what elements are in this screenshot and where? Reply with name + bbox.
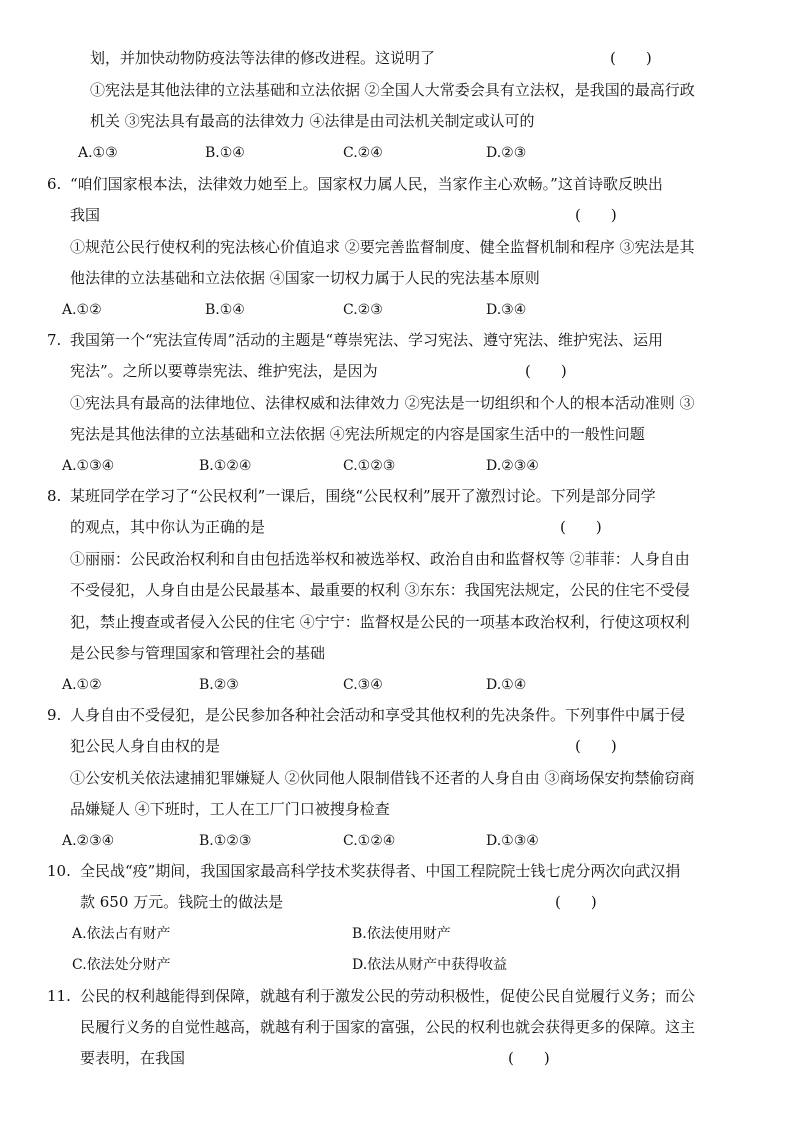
q5-option-a: A.①③ xyxy=(78,145,118,161)
q9-option-b: B.①②③ xyxy=(199,833,252,849)
q11-stem-line-3: 要表明，在我国 xyxy=(80,1049,186,1067)
q10-option-a: A.依法占有财产 xyxy=(72,926,171,942)
q9-stem-line-1: 人身自由不受侵犯，是公民参加各种社会活动和享受其他权利的先决条件。下列事件中属于侵 xyxy=(70,706,686,724)
q10-stem-line-1: 全民战“疫”期间，我国国家最高科学技术奖获得者、中国工程院院士钱七虎分两次向武汉捐 xyxy=(80,862,681,880)
q8-option-a: A.①② xyxy=(62,677,102,693)
q5-answer-bracket: ( ) xyxy=(610,49,652,67)
q10-option-b: B.依法使用财产 xyxy=(352,926,451,942)
q8-number: 8. xyxy=(47,487,62,505)
q10-number: 10. xyxy=(47,862,71,880)
q8-stem-line-4: 不受侵犯，人身自由是公民最基本、最重要的权利 ③东东：我国宪法规定，公民的住宅不受侵 xyxy=(70,581,690,599)
q8-stem-line-3: ①丽丽：公民政治权利和自由包括选举权和被选举权、政治自由和监督权等 ②菲菲：人身自由 xyxy=(70,550,690,568)
q7-option-c: C.①②③ xyxy=(343,458,396,474)
q7-number: 7. xyxy=(47,331,62,349)
q7-stem-line-2: 宪法”。之所以要尊崇宪法、维护宪法，是因为 xyxy=(70,362,378,380)
q8-option-b: B.②③ xyxy=(199,677,239,693)
q9-option-d: D.①③④ xyxy=(486,833,539,849)
q7-answer-bracket: ( ) xyxy=(525,362,567,380)
q9-answer-bracket: ( ) xyxy=(575,737,617,755)
q9-option-a: A.②③④ xyxy=(62,833,115,849)
q8-stem-line-5: 犯，禁止搜查或者侵入公民的住宅 ④宁宁：监督权是公民的一项基本政治权利，行使这项权利 xyxy=(70,613,690,631)
q9-stem-line-3: ①公安机关依法逮捕犯罪嫌疑人 ②伙同他人限制借钱不还者的人身自由 ③商场保安拘禁偷窃商 xyxy=(70,769,695,787)
q6-stem-line-3: ①规范公民行使权利的宪法核心价值追求 ②要完善监督制度、健全监督机制和程序 ③宪法是其 xyxy=(70,238,695,256)
q9-number: 9. xyxy=(47,706,62,724)
q7-option-d: D.②③④ xyxy=(486,458,539,474)
q11-stem-line-1: 公民的权利越能得到保障，就越有利于激发公民的劳动积极性，促使公民自觉履行义务；而公 xyxy=(80,987,696,1005)
q7-stem-line-4: 宪法是其他法律的立法基础和立法依据 ④宪法所规定的内容是国家生活中的一般性问题 xyxy=(70,425,645,443)
q8-answer-bracket: ( ) xyxy=(560,518,602,536)
q6-answer-bracket: ( ) xyxy=(575,206,617,224)
q11-number: 11. xyxy=(47,987,71,1005)
q9-stem-line-2: 犯公民人身自由权的是 xyxy=(70,737,221,755)
q10-stem-line-2: 款 650 万元。钱院士的做法是 xyxy=(80,893,284,911)
q7-option-a: A.①③④ xyxy=(62,458,115,474)
q5-stem-line-1: 划，并加快动物防疫法等法律的修改进程。这说明了 xyxy=(90,49,436,67)
q7-stem-line-3: ①宪法具有最高的法律地位、法律权威和法律效力 ②宪法是一切组织和个人的根本活动准则 ③ xyxy=(70,394,695,412)
q5-option-d: D.②③ xyxy=(486,145,527,161)
q8-stem-line-1: 某班同学在学习了“公民权利”一课后，围绕“公民权利”展开了激烈讨论。下列是部分同学 xyxy=(70,487,656,505)
q6-stem-line-2: 我国 xyxy=(70,206,101,224)
q6-option-c: C.②③ xyxy=(343,302,383,318)
q8-stem-line-2: 的观点，其中你认为正确的是 xyxy=(70,518,266,536)
q7-option-b: B.①②④ xyxy=(199,458,252,474)
q7-stem-line-1: 我国第一个“宪法宣传周”活动的主题是“尊崇宪法、学习宪法、遵守宪法、维护宪法、运用 xyxy=(70,331,664,349)
q5-option-b: B.①④ xyxy=(205,145,245,161)
q10-option-c: C.依法处分财产 xyxy=(72,957,171,973)
q6-option-b: B.①④ xyxy=(205,302,245,318)
q10-option-d: D.依法从财产中获得收益 xyxy=(352,957,508,973)
q10-answer-bracket: ( ) xyxy=(555,893,597,911)
q6-option-d: D.③④ xyxy=(486,302,527,318)
q6-option-a: A.①② xyxy=(62,302,102,318)
q8-option-c: C.③④ xyxy=(343,677,383,693)
q5-stem-line-3: 机关 ③宪法具有最高的法律效力 ④法律是由司法机关制定或认可的 xyxy=(90,112,535,130)
q9-stem-line-4: 品嫌疑人 ④下班时，工人在工厂门口被搜身检查 xyxy=(70,800,390,818)
q8-stem-line-6: 是公民参与管理国家和管理社会的基础 xyxy=(70,644,326,662)
q6-stem-line-1: “咱们国家根本法，法律效力她至上。国家权力属人民，当家作主心欢畅。”这首诗歌反映出 xyxy=(70,175,663,193)
q6-number: 6. xyxy=(47,175,62,193)
q11-stem-line-2: 民履行义务的自觉性越高，就越有利于国家的富强，公民的权利也就会获得更多的保障。这主 xyxy=(80,1018,696,1036)
q6-stem-line-4: 他法律的立法基础和立法依据 ④国家一切权力属于人民的宪法基本原则 xyxy=(70,269,540,287)
q5-option-c: C.②④ xyxy=(343,145,383,161)
q9-option-c: C.①②④ xyxy=(343,833,396,849)
q8-option-d: D.①④ xyxy=(486,677,527,693)
q11-answer-bracket: ( ) xyxy=(508,1049,550,1067)
q5-stem-line-2: ①宪法是其他法律的立法基础和立法依据 ②全国人大常委会具有立法权，是我国的最高行政 xyxy=(90,81,695,99)
